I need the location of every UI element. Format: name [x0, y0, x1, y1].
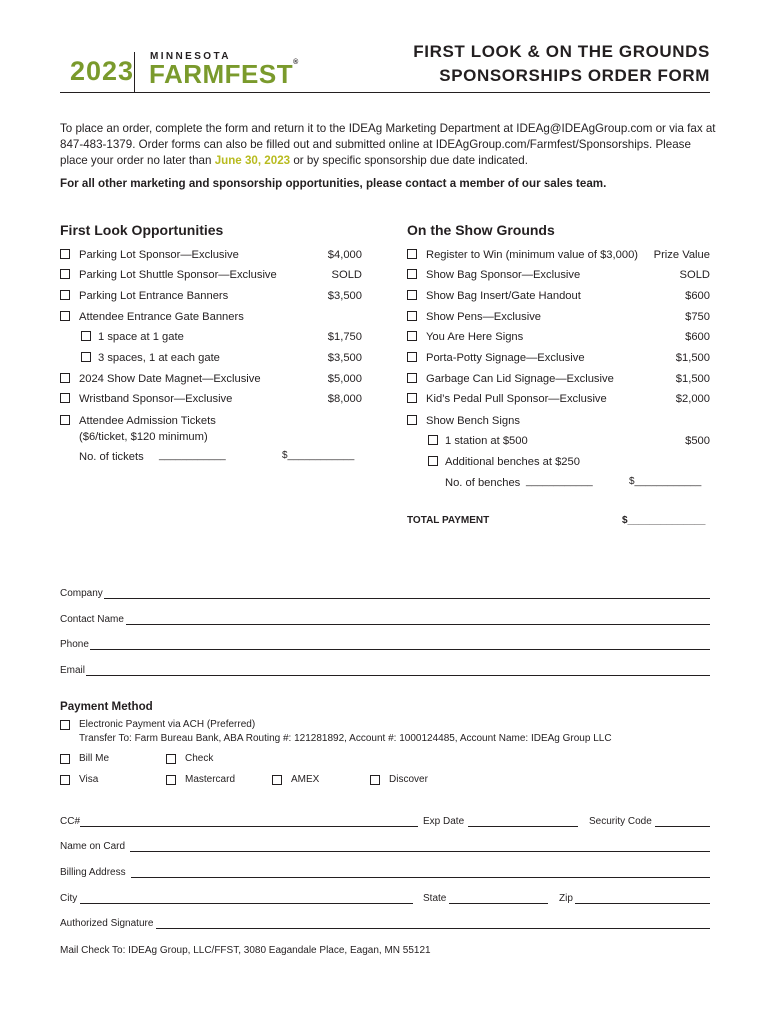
- item-price: $4,000: [327, 249, 362, 261]
- first-look-heading: First Look Opportunities: [60, 222, 224, 238]
- name-on-card-field[interactable]: [130, 851, 710, 852]
- visa-label: Visa: [79, 774, 99, 785]
- show-grounds-item[interactable]: [407, 329, 710, 345]
- logo-year: 2023: [70, 56, 135, 86]
- item-label: 3 spaces, 1 at each gate: [98, 352, 220, 364]
- item-label: You Are Here Signs: [426, 331, 524, 343]
- checkbox[interactable]: [166, 775, 176, 785]
- checkbox[interactable]: [60, 269, 70, 279]
- authorized-signature-field[interactable]: [156, 928, 710, 929]
- cc-label: CC#: [60, 816, 81, 827]
- ach-details: Transfer To: Farm Bureau Bank, ABA Routing #: 121281892, Account #: 1000124485, Account Name: IDEAg Group LLC: [79, 733, 612, 744]
- header-rule: [60, 92, 710, 93]
- checkbox[interactable]: [60, 415, 70, 425]
- logo-trademark: ®: [293, 59, 299, 66]
- phone-label: Phone: [60, 639, 89, 650]
- check-option[interactable]: [166, 752, 256, 766]
- item-label: Parking Lot Sponsor—Exclusive: [79, 249, 239, 261]
- item-label: 1 space at 1 gate: [98, 331, 184, 343]
- checkbox[interactable]: [81, 331, 91, 341]
- logo-divider: [134, 52, 135, 92]
- checkbox[interactable]: [428, 456, 438, 466]
- form-title-line1: FIRST LOOK & ON THE GROUNDS: [413, 42, 710, 61]
- first-look-item[interactable]: [60, 288, 362, 304]
- logo-brand-text: FARMFEST: [149, 59, 294, 89]
- checkbox[interactable]: [166, 754, 176, 764]
- show-grounds-subitem[interactable]: [426, 433, 710, 449]
- item-label: Show Bag Sponsor—Exclusive: [426, 269, 581, 281]
- company-label: Company: [60, 588, 103, 599]
- item-label: 2024 Show Date Magnet—Exclusive: [79, 373, 261, 385]
- email-label: Email: [60, 665, 86, 676]
- total-payment-field[interactable]: $______________: [622, 515, 706, 526]
- item-label: Kid’s Pedal Pull Sponsor—Exclusive: [426, 393, 607, 405]
- show-grounds-subitem[interactable]: [426, 454, 710, 470]
- item-label: Attendee Admission Tickets: [79, 415, 216, 427]
- form-title-line2: SPONSORSHIPS ORDER FORM: [439, 66, 710, 85]
- show-grounds-item[interactable]: [407, 371, 710, 387]
- show-grounds-heading: On the Show Grounds: [407, 222, 555, 238]
- amex-option[interactable]: [272, 773, 362, 787]
- authorized-signature-label: Authorized Signature: [60, 918, 154, 929]
- item-price: $1,500: [675, 373, 710, 385]
- checkbox[interactable]: [81, 352, 91, 362]
- item-price: $600: [685, 331, 710, 343]
- item-label: Show Pens—Exclusive: [426, 311, 542, 323]
- discover-label: Discover: [389, 774, 428, 785]
- show-grounds-item[interactable]: [407, 267, 710, 283]
- checkbox[interactable]: [407, 415, 417, 425]
- logo-state: MINNESOTA: [150, 51, 231, 62]
- first-look-item[interactable]: [60, 267, 362, 283]
- item-label: Additional benches at $250: [445, 456, 580, 468]
- first-look-item[interactable]: [60, 391, 362, 407]
- item-price: SOLD: [331, 269, 362, 281]
- company-field[interactable]: [104, 598, 710, 599]
- benches-amount-field[interactable]: $____________: [629, 476, 702, 487]
- checkbox[interactable]: [60, 393, 70, 403]
- bill-me-label: Bill Me: [79, 753, 110, 764]
- show-grounds-item[interactable]: [407, 350, 710, 366]
- checkbox[interactable]: [60, 754, 70, 764]
- checkbox[interactable]: [60, 373, 70, 383]
- item-price: $3,500: [327, 352, 362, 364]
- checkbox[interactable]: [407, 352, 417, 362]
- first-look-item[interactable]: [60, 247, 362, 263]
- item-label: 1 station at $500: [445, 435, 528, 447]
- item-price: $1,500: [675, 352, 710, 364]
- zip-field[interactable]: [575, 903, 710, 904]
- show-grounds-item[interactable]: [407, 309, 710, 325]
- item-label: Wristband Sponsor—Exclusive: [79, 393, 233, 405]
- payment-method-heading: Payment Method: [60, 700, 153, 713]
- show-grounds-item[interactable]: [407, 413, 710, 429]
- billing-address-field[interactable]: [131, 877, 710, 878]
- checkbox[interactable]: [60, 775, 70, 785]
- item-label: Porta-Potty Signage—Exclusive: [426, 352, 585, 364]
- tickets-count-label: No. of tickets: [79, 451, 144, 463]
- exp-date-label: Exp Date: [423, 816, 465, 827]
- cc-field[interactable]: [80, 826, 418, 827]
- billing-address-label: Billing Address: [60, 867, 126, 878]
- ach-label: Electronic Payment via ACH (Preferred): [79, 719, 256, 730]
- first-look-item[interactable]: [60, 371, 362, 387]
- name-on-card-label: Name on Card: [60, 841, 126, 852]
- mastercard-label: Mastercard: [185, 774, 236, 785]
- item-label: Show Bag Insert/Gate Handout: [426, 290, 581, 302]
- item-label: Parking Lot Shuttle Sponsor—Exclusive: [79, 269, 277, 281]
- first-look-item[interactable]: [60, 413, 362, 429]
- benches-count-field[interactable]: ____________: [526, 476, 593, 487]
- checkbox[interactable]: [60, 720, 70, 730]
- tickets-note: ($6/ticket, $120 minimum): [79, 431, 208, 443]
- city-field[interactable]: [80, 903, 413, 904]
- checkbox[interactable]: [272, 775, 282, 785]
- checkbox[interactable]: [407, 311, 417, 321]
- checkbox[interactable]: [407, 290, 417, 300]
- checkbox[interactable]: [60, 249, 70, 259]
- security-code-label: Security Code: [589, 816, 652, 827]
- city-label: City: [60, 893, 78, 904]
- intro-text-2: or by specific sponsorship due date indicated.: [290, 154, 528, 167]
- checkbox[interactable]: [407, 331, 417, 341]
- phone-field[interactable]: [90, 649, 710, 650]
- item-price: SOLD: [679, 269, 710, 281]
- item-price: $1,750: [327, 331, 362, 343]
- contact-name-label: Contact Name: [60, 614, 124, 625]
- contact-name-field[interactable]: [126, 624, 710, 625]
- item-price: $8,000: [327, 393, 362, 405]
- first-look-subitem[interactable]: [79, 350, 362, 366]
- first-look-item[interactable]: [60, 309, 362, 325]
- check-label: Check: [185, 753, 214, 764]
- show-grounds-item[interactable]: [407, 288, 710, 304]
- state-label: State: [423, 893, 447, 904]
- state-field[interactable]: [449, 903, 548, 904]
- logo-brand: [149, 59, 299, 90]
- tickets-amount-field[interactable]: $____________: [282, 450, 355, 461]
- item-label: Attendee Entrance Gate Banners: [79, 311, 244, 323]
- item-price: $2,000: [675, 393, 710, 405]
- checkbox[interactable]: [60, 311, 70, 321]
- item-label: Show Bench Signs: [426, 415, 520, 427]
- item-price: $600: [685, 290, 710, 302]
- visa-option[interactable]: [60, 773, 150, 787]
- security-code-field[interactable]: [655, 826, 710, 827]
- bill-me-option[interactable]: [60, 752, 150, 766]
- exp-date-field[interactable]: [468, 826, 578, 827]
- item-label: Garbage Can Lid Signage—Exclusive: [426, 373, 614, 385]
- item-price: $5,000: [327, 373, 362, 385]
- checkbox[interactable]: [407, 249, 417, 259]
- tickets-count-field[interactable]: ____________: [159, 450, 226, 461]
- zip-label: Zip: [559, 893, 573, 904]
- amex-label: AMEX: [291, 774, 320, 785]
- item-price: Prize Value: [653, 249, 710, 261]
- checkbox[interactable]: [407, 269, 417, 279]
- order-deadline: June 30, 2023: [214, 154, 291, 167]
- mail-check-address: Mail Check To: IDEAg Group, LLC/FFST, 3080 Eagandale Place, Eagan, MN 55121: [60, 945, 431, 956]
- first-look-subitem[interactable]: [79, 329, 362, 345]
- checkbox[interactable]: [407, 373, 417, 383]
- discover-option[interactable]: [370, 773, 460, 787]
- item-label: Register to Win (minimum value of $3,000): [426, 249, 639, 261]
- checkbox[interactable]: [428, 435, 438, 445]
- show-grounds-item[interactable]: [407, 247, 710, 263]
- intro-text-1: To place an order, complete the form and return it to the IDEAg Marketing Department at IDEAg@IDEAgGroup.com or via fax at 847-483-1379. Order forms can also be filled out and submitted online at IDEAgGroup.com/Farmfest/Sponsorships. Please place your order no later than: [60, 122, 716, 167]
- total-payment-label: TOTAL PAYMENT: [407, 515, 490, 526]
- item-price: $500: [685, 435, 710, 447]
- intro-paragraph: [60, 121, 720, 169]
- email-field[interactable]: [86, 675, 710, 676]
- item-label: Parking Lot Entrance Banners: [79, 290, 229, 302]
- item-price: $3,500: [327, 290, 362, 302]
- item-price: $750: [685, 311, 710, 323]
- sales-contact-note: For all other marketing and sponsorship opportunities, please contact a member of our sales team.: [60, 177, 607, 190]
- checkbox[interactable]: [60, 290, 70, 300]
- benches-count-label: No. of benches: [445, 477, 521, 489]
- checkbox[interactable]: [370, 775, 380, 785]
- ach-option[interactable]: [60, 718, 720, 748]
- checkbox[interactable]: [407, 393, 417, 403]
- show-grounds-item[interactable]: [407, 391, 710, 407]
- mastercard-option[interactable]: [166, 773, 266, 787]
